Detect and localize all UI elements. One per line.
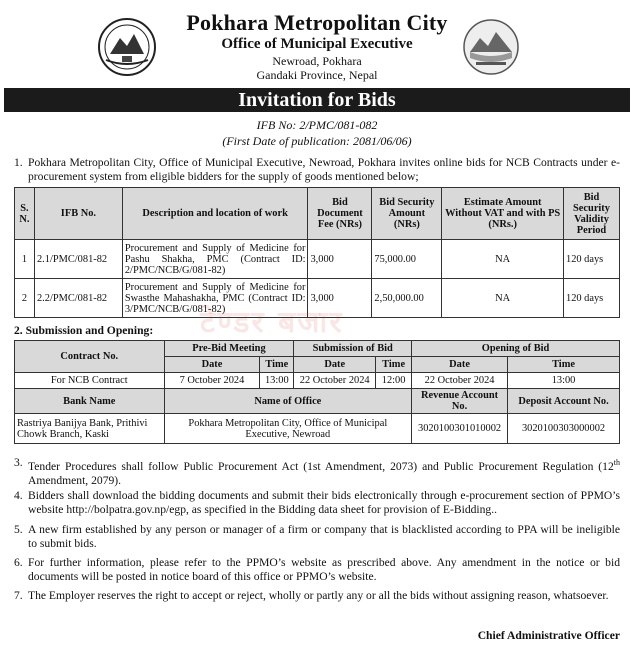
cell-office-name: Pokhara Metropolitan City, Office of Municipal Executive, Newroad: [164, 414, 412, 444]
header-description: Description and location of work: [122, 188, 308, 240]
cell-opening-time: 13:00: [508, 373, 620, 389]
cell-prebid-time: 13:00: [260, 373, 294, 389]
watermark: टेण्डर बजार: [200, 305, 344, 340]
header-contract-no: Contract No.: [15, 341, 165, 373]
paragraph-number: 6.: [14, 556, 23, 569]
header-validity: Bid Security Validity Period: [564, 188, 620, 240]
cell-bank-name: Rastriya Banijya Bank, Prithivi Chowk Branch, Kaski: [15, 414, 165, 444]
cell-sn: 2: [15, 279, 35, 318]
header-opening: Opening of Bid: [412, 341, 620, 357]
section-2-title: 2. Submission and Opening:: [14, 324, 154, 337]
address-line2: Gandaki Province, Nepal: [256, 68, 378, 82]
header-office-name: Name of Office: [164, 389, 412, 414]
header-sn: S. N.: [15, 188, 35, 240]
header-security: Bid Security Amount (NRs): [372, 188, 442, 240]
publication-date: (First Date of publication: 2081/06/06): [222, 134, 412, 148]
office-name: Office of Municipal Executive: [221, 36, 413, 52]
cell-validity: 120 days: [564, 279, 620, 318]
paragraph-4: [14, 489, 620, 517]
cell-submission-date: 22 October 2024: [294, 373, 376, 389]
cell-fee: 3,000: [308, 240, 372, 279]
cell-security: 75,000.00: [372, 240, 442, 279]
paragraph-7: [14, 589, 620, 603]
cell-validity: 120 days: [564, 240, 620, 279]
goods-table: [14, 187, 620, 318]
header-fee: Bid Document Fee (NRs): [308, 188, 372, 240]
paragraph-text: A new firm established by any person or manager of a firm or company that is blacklisted according to PPA will be ineligible to submit bids.: [28, 523, 620, 550]
cell-opening-date: 22 October 2024: [412, 373, 508, 389]
paragraph-1: [14, 156, 620, 184]
table-row: [15, 240, 620, 279]
cell-contract: For NCB Contract: [15, 373, 165, 389]
paragraph-number: 1.: [14, 156, 23, 169]
cell-prebid-date: 7 October 2024: [164, 373, 260, 389]
header-time: Time: [260, 357, 294, 373]
header-time: Time: [508, 357, 620, 373]
header: [0, 6, 634, 88]
cell-security: 2,50,000.00: [372, 279, 442, 318]
paragraph-6: [14, 556, 620, 584]
cell-sn: 1: [15, 240, 35, 279]
cell-ifb: 2.2/PMC/081-82: [34, 279, 122, 318]
cell-description: Procurement and Supply of Medicine for Swasthe Mahashakha, PMC (Contract ID: 3/PMC/NCB/G/081-82): [122, 279, 308, 318]
paragraph-3: [14, 456, 620, 488]
cell-description: Procurement and Supply of Medicine for Pashu Shakha, PMC (Contract ID: 2/PMC/NCB/G/081-82): [122, 240, 308, 279]
paragraph-text: The Employer reserves the right to accept or reject, wholly or partly any or all the bids without assigning reason, whatsoever.: [28, 589, 609, 602]
cell-deposit-account: 3020100303000002: [508, 414, 620, 444]
header-revenue-account: Revenue Account No.: [412, 389, 508, 414]
header-bank-name: Bank Name: [15, 389, 165, 414]
header-time: Time: [376, 357, 412, 373]
table-row: [15, 373, 620, 389]
ifb-number: IFB No: 2/PMC/081-082: [256, 118, 378, 132]
cell-fee: 3,000: [308, 279, 372, 318]
paragraph-number: 3.: [14, 456, 23, 469]
paragraph-text: Pokhara Metropolitan City, Office of Municipal Executive, Newroad, Pokhara invites online bids for NCB Contracts under e-procurement system from eligible bidders for the supply of goods mentioned below;: [28, 156, 620, 183]
org-name: Pokhara Metropolitan City: [186, 10, 448, 35]
header-deposit-account: Deposit Account No.: [508, 389, 620, 414]
header-submission: Submission of Bid: [294, 341, 412, 357]
header-estimate: Estimate Amount Without VAT and with PS (NRs.): [442, 188, 564, 240]
header-date: Date: [164, 357, 260, 373]
paragraph-number: 7.: [14, 589, 23, 602]
header-date: Date: [412, 357, 508, 373]
submission-table: [14, 340, 620, 444]
header-prebid: Pre-Bid Meeting: [164, 341, 294, 357]
cell-revenue-account: 3020100301010002: [412, 414, 508, 444]
paragraph-number: 5.: [14, 523, 23, 536]
signature: Chief Administrative Officer: [477, 629, 620, 642]
paragraph-text: Bidders shall download the bidding documents and submit their bids electronically through e-procurement section of PPMO’s website http://bolpatra.gov.np/egp, as specified in the Bidding data sheet for provision of E-Bidding..: [28, 489, 620, 516]
city-logo-icon: [462, 18, 520, 76]
address-line1: Newroad, Pokhara: [272, 54, 362, 68]
cell-ifb: 2.1/PMC/081-82: [34, 240, 122, 279]
paragraph-number: 4.: [14, 489, 23, 502]
header-date: Date: [294, 357, 376, 373]
cell-estimate: NA: [442, 240, 564, 279]
paragraph-text: Tender Procedures shall follow Public Procurement Act (1st Amendment, 2073) and Public Procurement Regulation (12th Amendment, 2079).: [28, 458, 620, 487]
header-ifb: IFB No.: [34, 188, 122, 240]
paragraph-text: For further information, please refer to the PPMO’s website as prescribed above. Any amendment in the notice or bid documents will be posted in notice board of this office or PPMO’s website.: [28, 556, 620, 583]
cell-estimate: NA: [442, 279, 564, 318]
cell-submission-time: 12:00: [376, 373, 412, 389]
table-row: [15, 414, 620, 444]
page-title: Invitation for Bids: [4, 88, 630, 112]
paragraph-5: [14, 523, 620, 551]
